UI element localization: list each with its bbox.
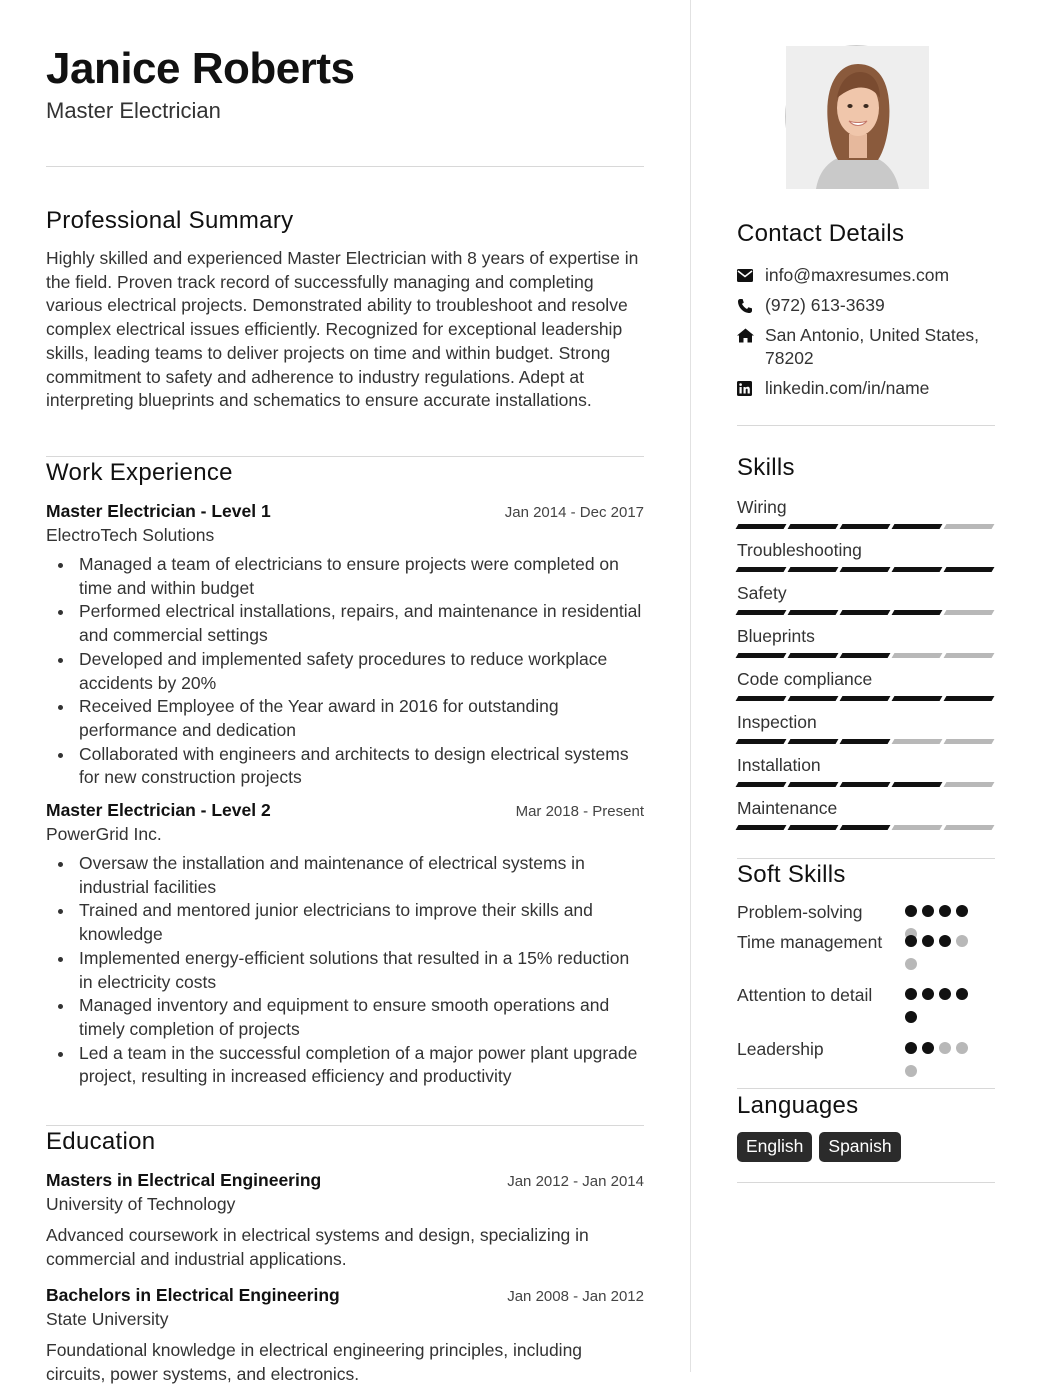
soft-skills-list (737, 900, 995, 1077)
education-description: Foundational knowledge in electrical engineering principles, including circuits, power systems, and electronics. (46, 1340, 583, 1385)
skill-level-bar (737, 782, 993, 787)
skill-item (737, 540, 995, 583)
skill-segment-empty (944, 610, 995, 615)
skill-segment-filled (840, 524, 891, 529)
skill-segment-filled (736, 653, 787, 658)
rating-dot-empty (939, 1042, 951, 1054)
home-icon (737, 324, 765, 347)
skill-segment-empty (892, 825, 943, 830)
soft-skill-name: Problem-solving (737, 902, 863, 922)
job-bullet: Received Employee of the Year award in 2016 for outstanding performance and dedication (46, 695, 644, 742)
skill-segment-empty (944, 825, 995, 830)
education-description: Advanced coursework in electrical systems and design, specializing in commercial and industrial applications. (46, 1225, 589, 1269)
skill-level-bar (737, 696, 993, 701)
summary-section (46, 207, 644, 413)
soft-skill-item (737, 1037, 995, 1077)
work-section (46, 456, 644, 1089)
job-entry (46, 501, 644, 790)
work-heading: Work Experience (46, 459, 233, 486)
skill-segment-empty (892, 739, 943, 744)
portrait-illustration (786, 46, 929, 189)
education-entry (46, 1170, 644, 1271)
languages-section (737, 1088, 995, 1162)
rating-dot-filled (956, 905, 968, 917)
job-bullet: Implemented energy-efficient solutions that resulted in a 15% reduction in electricity costs (46, 947, 644, 994)
job-bullet: Managed a team of electricians to ensure projects were completed on time and within budget (46, 553, 644, 600)
job-bullet: Developed and implemented safety procedures to reduce workplace accidents by 20% (46, 648, 644, 695)
education-heading: Education (46, 1128, 156, 1155)
soft-skill-item (737, 983, 995, 1037)
skill-name: Inspection (737, 712, 817, 732)
skill-segment-filled (736, 610, 787, 615)
summary-heading: Professional Summary (46, 207, 294, 234)
skill-level-bar (737, 567, 993, 572)
skill-segment-filled (840, 782, 891, 787)
contact-phone[interactable] (737, 294, 995, 317)
skill-name: Installation (737, 755, 821, 775)
skill-name: Blueprints (737, 626, 815, 646)
skill-segment-filled (736, 567, 787, 572)
soft-skill-name: Leadership (737, 1039, 824, 1059)
skill-item (737, 626, 995, 669)
soft-skill-item (737, 930, 995, 983)
skill-segment-filled (788, 696, 839, 701)
job-dates: Jan 2014 - Dec 2017 (504, 504, 644, 521)
contact-heading: Contact Details (737, 220, 905, 247)
education-dates: Jan 2008 - Jan 2012 (507, 1288, 644, 1306)
rating-dot-filled (905, 1011, 917, 1023)
job-company: PowerGrid Inc. (46, 824, 162, 845)
soft-skill-name: Time management (737, 932, 883, 952)
rating-dot-filled (905, 1042, 917, 1054)
skill-item (737, 755, 995, 798)
column-divider (690, 0, 691, 1372)
skill-item (737, 669, 995, 712)
candidate-name: Janice Roberts (46, 44, 355, 93)
address-text: San Antonio, United States, 78202 (765, 325, 980, 368)
soft-skills-heading: Soft Skills (737, 861, 846, 888)
contact-section (737, 220, 995, 407)
soft-skill-rating (905, 935, 981, 970)
skill-segment-filled (788, 653, 839, 658)
skill-name: Maintenance (737, 798, 838, 818)
language-tag: English (737, 1132, 812, 1162)
soft-skill-rating (905, 1042, 981, 1077)
soft-skills-section (737, 858, 995, 1077)
education-section (46, 1125, 644, 1387)
contact-linkedin[interactable] (737, 377, 995, 400)
rating-dot-empty (956, 1042, 968, 1054)
skill-segment-filled (840, 653, 891, 658)
skill-name: Code compliance (737, 669, 873, 689)
skill-level-bar (737, 653, 993, 658)
skill-segment-empty (892, 653, 943, 658)
education-entry (46, 1285, 644, 1386)
job-role: Master Electrician - Level 2 (46, 800, 271, 821)
sidebar-end-divider (737, 1182, 995, 1183)
skill-segment-filled (840, 825, 891, 830)
languages-heading: Languages (737, 1092, 859, 1119)
profile-photo (785, 45, 928, 188)
job-bullet: Trained and mentored junior electricians to improve their skills and knowledge (46, 899, 644, 946)
candidate-title: Master Electrician (46, 98, 221, 123)
job-bullet: Led a team in the successful completion of a major power plant upgrade project, resulting in increased efficiency and productivity (46, 1042, 644, 1089)
skill-segment-filled (840, 739, 891, 744)
skill-segment-filled (892, 524, 943, 529)
skill-name: Wiring (737, 497, 787, 517)
skill-item (737, 583, 995, 626)
rating-dot-filled (939, 988, 951, 1000)
degree: Bachelors in Electrical Engineering (46, 1285, 340, 1306)
rating-dot-filled (905, 905, 917, 917)
rating-dot-filled (922, 988, 934, 1000)
skill-segment-filled (736, 739, 787, 744)
job-company: ElectroTech Solutions (46, 525, 215, 545)
phone-icon (737, 294, 765, 317)
rating-dot-filled (905, 988, 917, 1000)
skill-item (737, 798, 995, 841)
skill-segment-empty (944, 782, 995, 787)
skill-segment-filled (892, 567, 943, 572)
rating-dot-filled (905, 935, 917, 947)
skill-segment-filled (892, 696, 943, 701)
soft-skill-name: Attention to detail (737, 985, 873, 1005)
rating-dot-filled (939, 905, 951, 917)
skill-segment-filled (892, 782, 943, 787)
skills-heading: Skills (737, 454, 795, 481)
header-divider (46, 166, 644, 167)
school: State University (46, 1309, 169, 1330)
linkedin-text: linkedin.com/in/name (765, 378, 930, 398)
rating-dot-filled (922, 935, 934, 947)
degree: Masters in Electrical Engineering (46, 1170, 322, 1190)
skill-level-bar (737, 610, 993, 615)
skill-segment-filled (944, 696, 995, 701)
skill-item (737, 497, 995, 540)
skill-segment-filled (788, 610, 839, 615)
summary-text: Highly skilled and experienced Master Electrician with 8 years of expertise in the field. Proven track record of successfully managing and completing various electrical projects. Demonstrated ability to troubleshoot and resolve complex electrical issues efficiently. Recognized for exceptional leadership skills, leading teams to deliver projects on time and within budget. Strong commitment to safety and adherence to industry regulations. Adept at interpreting blueprints and schematics to ensure accurate installations. (46, 248, 639, 411)
skills-section (737, 425, 995, 818)
rating-dot-filled (939, 935, 951, 947)
language-tag: Spanish (819, 1132, 900, 1162)
contact-email[interactable] (737, 264, 995, 287)
skill-segment-empty (944, 739, 995, 744)
skill-segment-filled (892, 610, 943, 615)
rating-dot-filled (922, 1042, 934, 1054)
skill-segment-filled (788, 782, 839, 787)
rating-dot-filled (922, 905, 934, 917)
soft-skill-rating (905, 988, 981, 1023)
job-bullets (46, 852, 644, 1089)
job-bullets (46, 553, 644, 790)
skill-segment-filled (788, 567, 839, 572)
skill-segment-filled (788, 825, 839, 830)
envelope-icon (737, 264, 765, 287)
skill-segment-filled (736, 825, 787, 830)
rating-dot-filled (956, 988, 968, 1000)
rating-dot-empty (956, 935, 968, 947)
education-dates: Jan 2012 - Jan 2014 (507, 1173, 644, 1190)
job-bullet: Collaborated with engineers and architects to design electrical systems for new construction projects (46, 743, 644, 790)
skill-segment-empty (944, 653, 995, 658)
job-role: Master Electrician - Level 1 (46, 501, 271, 521)
skill-segment-empty (944, 524, 995, 529)
skill-segment-filled (788, 524, 839, 529)
job-bullet: Managed inventory and equipment to ensure smooth operations and timely completion of projects (46, 994, 644, 1041)
job-bullet: Performed electrical installations, repairs, and maintenance in residential and commercial settings (46, 600, 644, 647)
language-tags (737, 1132, 995, 1162)
school: University of Technology (46, 1194, 236, 1214)
soft-skill-item (737, 900, 995, 930)
contact-address (737, 324, 995, 370)
skill-name: Safety (737, 583, 787, 603)
skill-item (737, 712, 995, 755)
skill-name: Troubleshooting (737, 540, 862, 560)
rating-dot-empty (905, 1065, 917, 1077)
skill-level-bar (737, 739, 993, 744)
skills-list (737, 497, 995, 841)
skill-segment-filled (840, 696, 891, 701)
rating-dot-empty (905, 958, 917, 970)
job-bullet: Oversaw the installation and maintenance of electrical systems in industrial facilities (46, 852, 644, 899)
job-entry (46, 800, 644, 1089)
skill-level-bar (737, 524, 993, 529)
phone-text: (972) 613-3639 (765, 295, 885, 315)
email-text: info@maxresumes.com (765, 265, 950, 285)
linkedin-icon (737, 377, 765, 400)
skill-segment-filled (736, 782, 787, 787)
skill-segment-filled (736, 696, 787, 701)
skill-segment-filled (788, 739, 839, 744)
job-dates: Mar 2018 - Present (515, 803, 644, 821)
skill-segment-filled (944, 567, 995, 572)
skill-segment-filled (840, 567, 891, 572)
skill-segment-filled (736, 524, 787, 529)
skill-segment-filled (840, 610, 891, 615)
skill-level-bar (737, 825, 993, 830)
